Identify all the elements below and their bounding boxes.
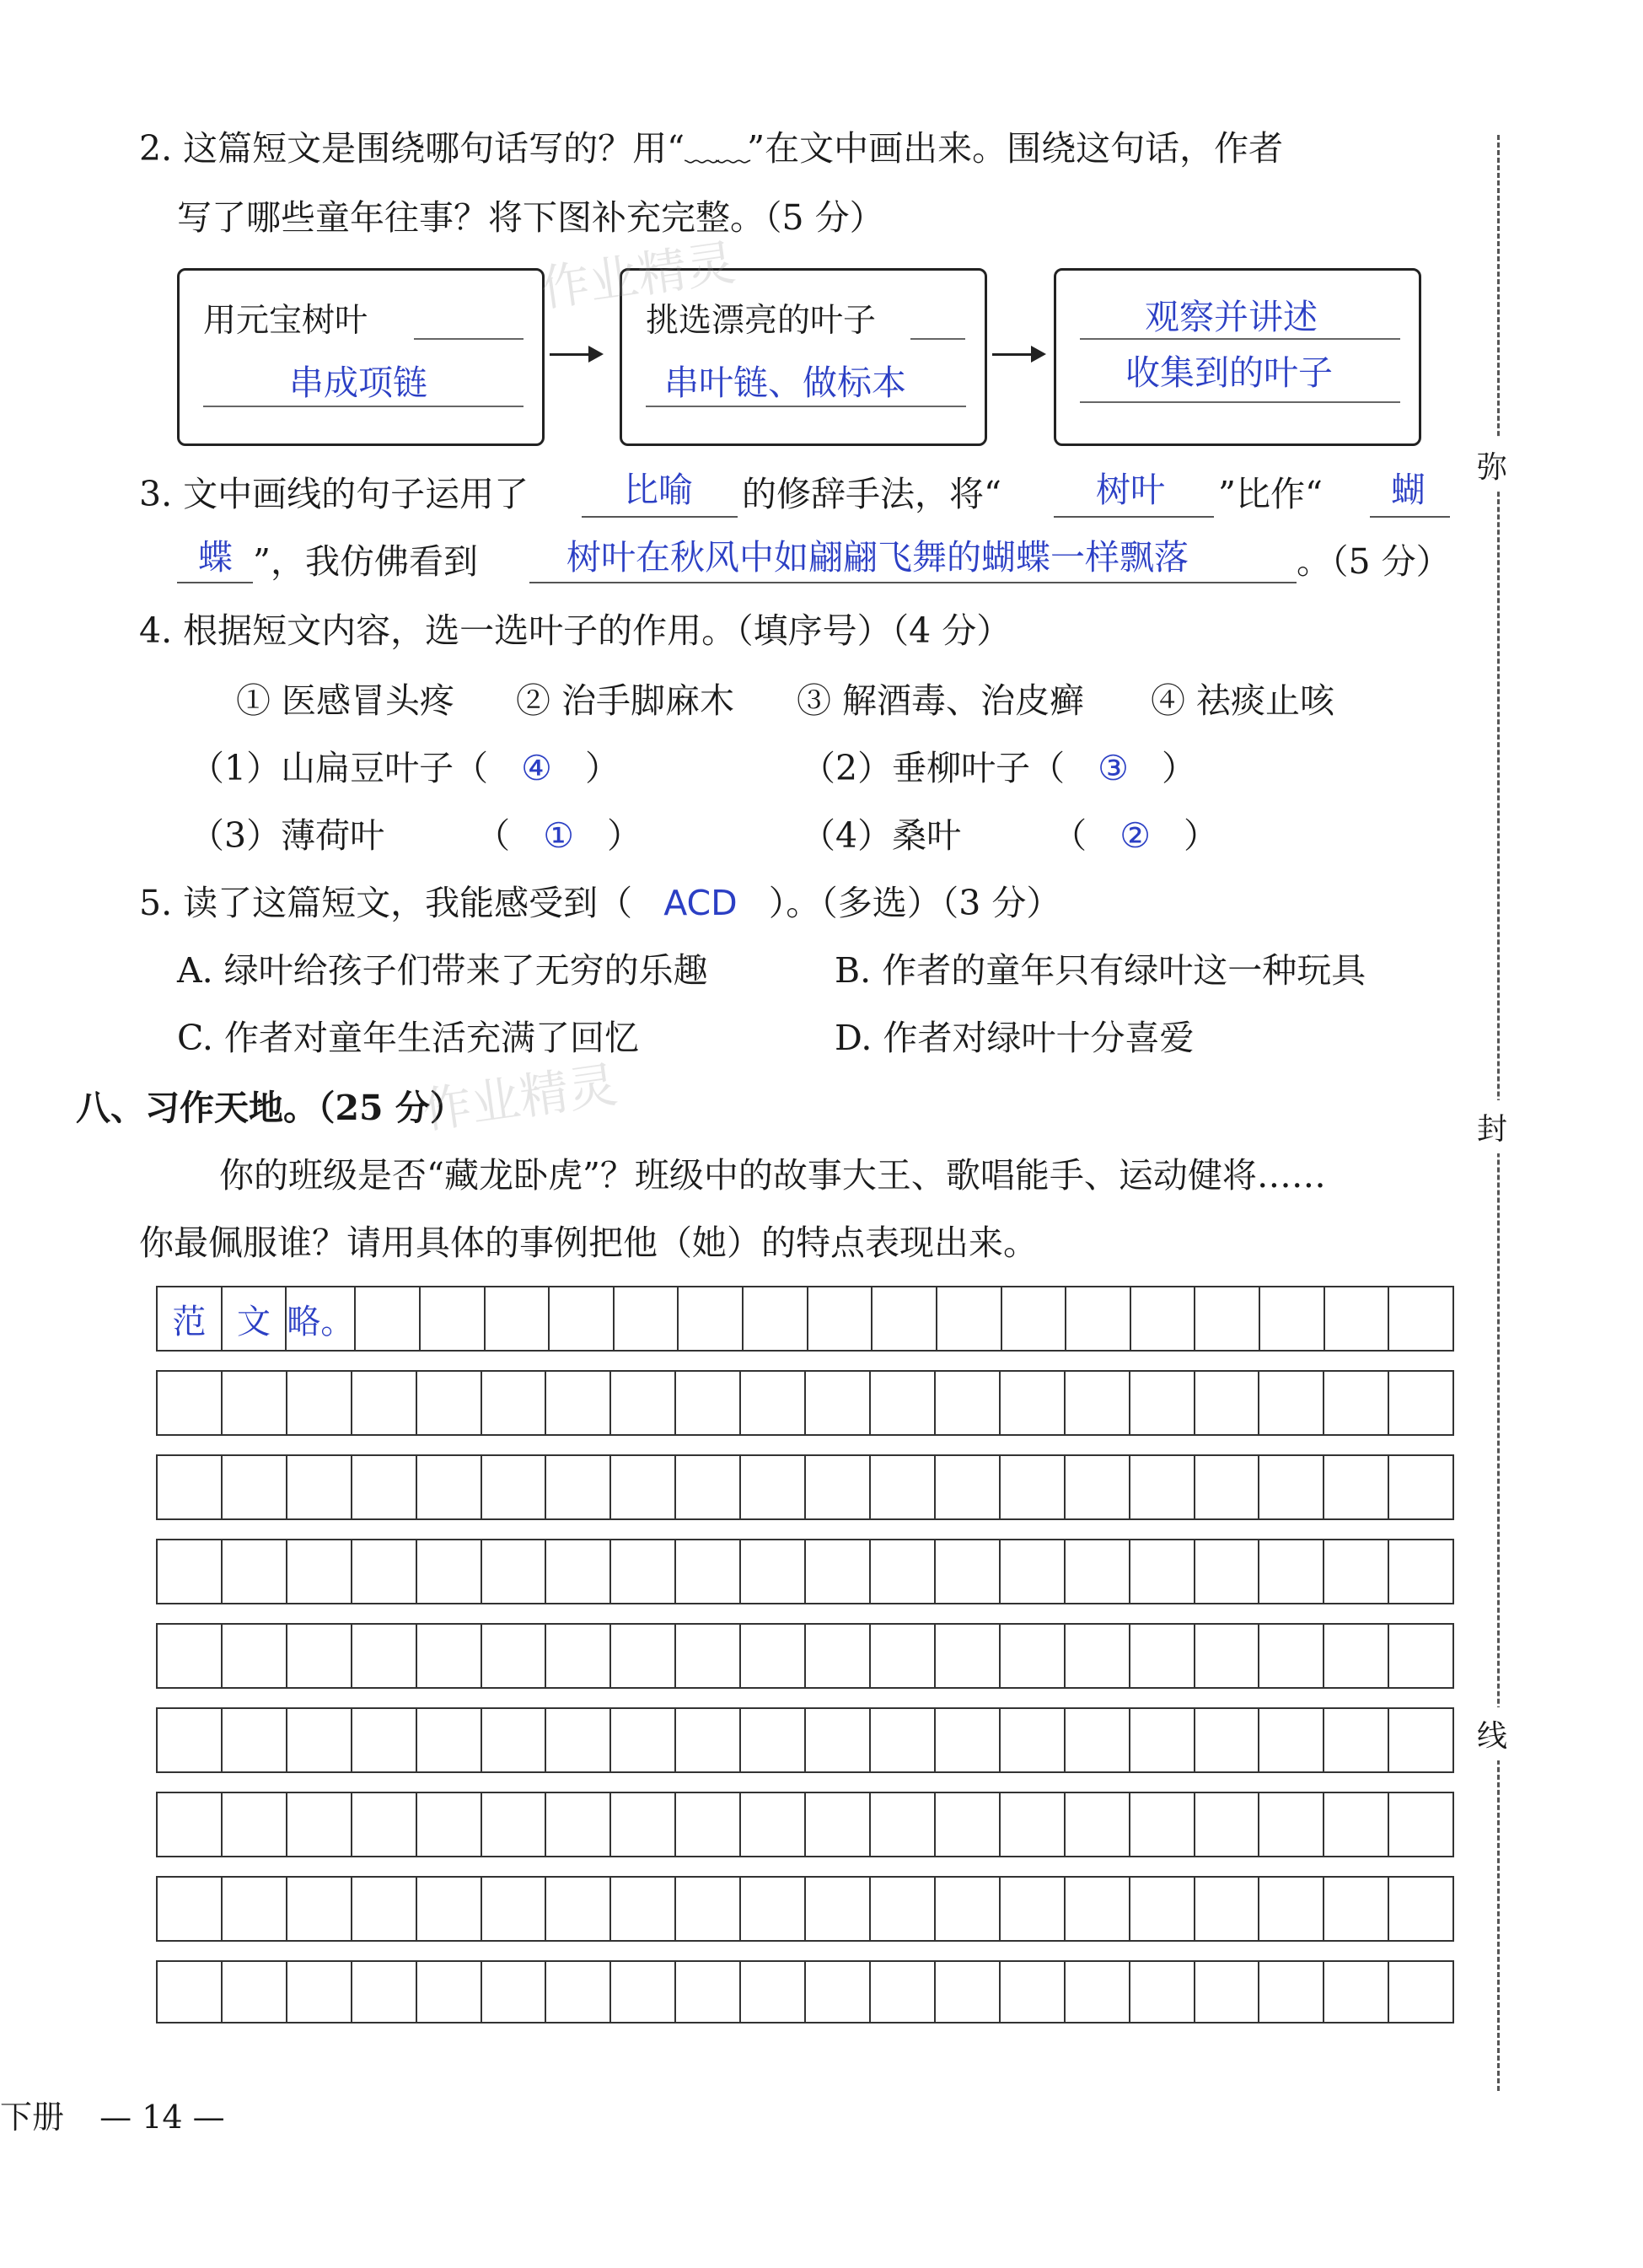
grid-cell bbox=[417, 1456, 482, 1518]
grid-cell bbox=[806, 1793, 871, 1856]
grid-cell: 范 bbox=[158, 1287, 223, 1350]
grid-cell bbox=[352, 1962, 417, 2022]
grid-cell bbox=[676, 1709, 741, 1771]
grid-cell bbox=[1389, 1793, 1452, 1856]
writing-grid-row bbox=[156, 1876, 1454, 1942]
grid-cell bbox=[1001, 1962, 1066, 2022]
grid-cell bbox=[806, 1372, 871, 1434]
grid-cell bbox=[287, 1372, 352, 1434]
grid-cell bbox=[1001, 1878, 1066, 1940]
grid-cell bbox=[1259, 1878, 1324, 1940]
grid-cell bbox=[1001, 1540, 1066, 1603]
q3-e: 。（5 分） bbox=[1297, 541, 1451, 582]
grid-cell bbox=[1130, 1372, 1195, 1434]
grid-cell bbox=[482, 1456, 547, 1518]
q5-a: 5. 读了这篇短文，我能感受到（ bbox=[139, 883, 633, 923]
q5-choice-a: A. 绿叶给孩子们带来了无穷的乐趣 bbox=[177, 950, 708, 991]
grid-cell bbox=[482, 1540, 547, 1603]
flow-box-3 bbox=[1054, 268, 1421, 446]
grid-cell bbox=[741, 1709, 806, 1771]
grid-cell bbox=[287, 1625, 352, 1687]
grid-cell bbox=[615, 1287, 679, 1350]
grid-cell bbox=[223, 1878, 287, 1940]
q4-item-3-answer: ① bbox=[543, 815, 574, 856]
footer-volume: 下册 bbox=[0, 2099, 65, 2136]
grid-cell bbox=[223, 1625, 287, 1687]
q5-b: ）。（多选）（3 分） bbox=[768, 883, 1061, 923]
grid-cell bbox=[1001, 1625, 1066, 1687]
grid-cell bbox=[741, 1878, 806, 1940]
grid-cell bbox=[1324, 1456, 1389, 1518]
grid-cell bbox=[1066, 1709, 1130, 1771]
grid-cell bbox=[806, 1540, 871, 1603]
grid-cell bbox=[871, 1372, 936, 1434]
grid-cell bbox=[1324, 1962, 1389, 2022]
grid-cell bbox=[741, 1962, 806, 2022]
answer-line bbox=[1080, 401, 1400, 403]
section-8-title: 八、习作天地。（25 分） bbox=[76, 1088, 464, 1128]
q2-line2: 写了哪些童年往事？将下图补充完整。（5 分） bbox=[177, 197, 884, 238]
arrow-right-icon bbox=[550, 353, 600, 356]
grid-cell bbox=[482, 1793, 547, 1856]
q3-d: ”，我仿佛看到 bbox=[253, 541, 478, 582]
answer-line bbox=[203, 406, 524, 407]
grid-cell bbox=[1324, 1540, 1389, 1603]
q4-item-2-close: ） bbox=[1161, 748, 1196, 788]
q4-item-2 bbox=[801, 746, 1196, 790]
grid-cell bbox=[1066, 1456, 1130, 1518]
grid-cell bbox=[806, 1878, 871, 1940]
grid-cell bbox=[158, 1962, 223, 2022]
grid-cell bbox=[482, 1878, 547, 1940]
q4-item-1-answer: ④ bbox=[521, 748, 552, 788]
grid-cell bbox=[611, 1540, 676, 1603]
q3-answer-rhetoric: 比喻 bbox=[624, 470, 693, 510]
grid-cell bbox=[223, 1962, 287, 2022]
writing-grid-row bbox=[156, 1286, 1454, 1352]
grid-cell bbox=[1130, 1962, 1195, 2022]
grid-cell bbox=[223, 1793, 287, 1856]
grid-cell bbox=[1195, 1287, 1260, 1350]
grid-cell: 略。 bbox=[287, 1287, 356, 1350]
grid-cell bbox=[1259, 1793, 1324, 1856]
grid-cell bbox=[1130, 1793, 1195, 1856]
grid-cell bbox=[808, 1287, 873, 1350]
grid-cell bbox=[486, 1287, 550, 1350]
writing-grid-row bbox=[156, 1792, 1454, 1857]
q3-answer-subject: 树叶 bbox=[1096, 470, 1165, 510]
watermark: 作业精灵 bbox=[537, 234, 739, 318]
grid-cell bbox=[287, 1709, 352, 1771]
grid-cell bbox=[871, 1878, 936, 1940]
grid-cell bbox=[871, 1540, 936, 1603]
grid-cell bbox=[1066, 1962, 1130, 2022]
grid-cell bbox=[158, 1878, 223, 1940]
section-8-prompt-2: 你最佩服谁？请用具体的事例把他（她）的特点表现出来。 bbox=[139, 1223, 1038, 1263]
grid-cell bbox=[676, 1793, 741, 1856]
answer-line bbox=[529, 582, 1297, 583]
answer-line bbox=[414, 338, 524, 340]
grid-cell bbox=[352, 1372, 417, 1434]
grid-cell bbox=[1324, 1709, 1389, 1771]
grid-cell bbox=[421, 1287, 486, 1350]
grid-cell bbox=[1001, 1372, 1066, 1434]
q4-item-4-open: （ bbox=[1052, 815, 1087, 856]
grid-cell bbox=[287, 1793, 352, 1856]
grid-cell bbox=[352, 1709, 417, 1771]
grid-cell bbox=[611, 1625, 676, 1687]
grid-cell bbox=[1324, 1372, 1389, 1434]
grid-cell bbox=[936, 1625, 1001, 1687]
grid-cell bbox=[676, 1456, 741, 1518]
grid-cell bbox=[611, 1962, 676, 2022]
grid-cell bbox=[741, 1456, 806, 1518]
grid-cell bbox=[417, 1625, 482, 1687]
grid-cell bbox=[417, 1793, 482, 1856]
writing-grid-row bbox=[156, 1454, 1454, 1520]
grid-cell bbox=[417, 1709, 482, 1771]
grid-cell bbox=[158, 1709, 223, 1771]
grid-cell bbox=[679, 1287, 744, 1350]
wavy-mark: ﹏﹏ bbox=[685, 128, 748, 169]
grid-cell bbox=[546, 1540, 611, 1603]
grid-cell bbox=[936, 1962, 1001, 2022]
q4-item-3-close: ） bbox=[607, 815, 642, 856]
grid-cell bbox=[1324, 1625, 1389, 1687]
q4-item-2-answer: ③ bbox=[1098, 748, 1129, 788]
grid-cell: 文 bbox=[223, 1287, 287, 1350]
grid-cell bbox=[741, 1540, 806, 1603]
grid-cell bbox=[352, 1625, 417, 1687]
grid-cell bbox=[1131, 1287, 1196, 1350]
grid-cell bbox=[287, 1456, 352, 1518]
writing-grid-row bbox=[156, 1960, 1454, 2023]
flow-box-1 bbox=[177, 268, 545, 446]
writing-grid-row bbox=[156, 1539, 1454, 1604]
answer-line bbox=[1370, 516, 1450, 518]
grid-cell bbox=[1389, 1962, 1452, 2022]
arrow-right-icon bbox=[992, 353, 1043, 356]
grid-cell bbox=[1389, 1372, 1452, 1434]
q4-item-1 bbox=[190, 746, 620, 790]
grid-cell bbox=[482, 1709, 547, 1771]
grid-cell bbox=[1195, 1372, 1260, 1434]
grid-cell bbox=[1066, 1287, 1131, 1350]
grid-cell bbox=[546, 1793, 611, 1856]
grid-cell bbox=[611, 1456, 676, 1518]
answer-line bbox=[582, 516, 738, 518]
grid-cell bbox=[936, 1456, 1001, 1518]
grid-cell bbox=[417, 1962, 482, 2022]
grid-cell bbox=[1259, 1372, 1324, 1434]
grid-cell bbox=[936, 1372, 1001, 1434]
q2-line1 bbox=[139, 126, 1283, 170]
grid-cell bbox=[546, 1962, 611, 2022]
grid-cell bbox=[352, 1878, 417, 1940]
grid-cell bbox=[806, 1962, 871, 2022]
grid-cell bbox=[1195, 1793, 1260, 1856]
grid-cell bbox=[611, 1372, 676, 1434]
grid-cell bbox=[1002, 1287, 1067, 1350]
grid-cell bbox=[937, 1287, 1002, 1350]
grid-cell bbox=[1066, 1878, 1130, 1940]
grid-cell bbox=[1389, 1456, 1452, 1518]
grid-cell bbox=[1001, 1793, 1066, 1856]
grid-cell bbox=[1259, 1540, 1324, 1603]
grid-cell bbox=[1066, 1540, 1130, 1603]
answer-line bbox=[1054, 516, 1214, 518]
q4-item-3-label: （3）薄荷叶 bbox=[190, 815, 385, 856]
grid-cell bbox=[223, 1456, 287, 1518]
grid-cell bbox=[1259, 1962, 1324, 2022]
grid-cell bbox=[936, 1793, 1001, 1856]
q4-item-3 bbox=[190, 814, 642, 857]
q4-item-3-open: （ bbox=[475, 815, 511, 856]
grid-cell bbox=[1130, 1625, 1195, 1687]
grid-cell bbox=[1195, 1540, 1260, 1603]
q4-item-1-close: ） bbox=[584, 748, 620, 788]
answer-line bbox=[1080, 338, 1400, 340]
grid-cell bbox=[287, 1540, 352, 1603]
grid-cell bbox=[611, 1793, 676, 1856]
grid-cell bbox=[1066, 1372, 1130, 1434]
grid-cell bbox=[158, 1540, 223, 1603]
section-8-prompt-1: 你的班级是否“藏龙卧虎”？班级中的故事大王、歌唱能手、运动健将…… bbox=[219, 1155, 1326, 1196]
flow-box-1-answer: 串成项链 bbox=[289, 363, 427, 403]
grid-cell bbox=[741, 1625, 806, 1687]
grid-cell bbox=[1195, 1456, 1260, 1518]
footer bbox=[0, 2095, 225, 2139]
grid-cell bbox=[1066, 1625, 1130, 1687]
grid-cell bbox=[676, 1962, 741, 2022]
grid-cell bbox=[676, 1372, 741, 1434]
grid-cell bbox=[871, 1709, 936, 1771]
grid-cell bbox=[356, 1287, 421, 1350]
grid-cell bbox=[744, 1287, 808, 1350]
grid-cell bbox=[550, 1287, 615, 1350]
seal-char-1: 弥 bbox=[1477, 438, 1507, 492]
grid-cell bbox=[741, 1793, 806, 1856]
q5-answer: ACD bbox=[663, 883, 738, 923]
grid-cell bbox=[352, 1456, 417, 1518]
grid-cell bbox=[546, 1372, 611, 1434]
q4-item-4-close: ） bbox=[1184, 815, 1218, 856]
grid-cell bbox=[223, 1709, 287, 1771]
answer-line bbox=[646, 406, 966, 407]
grid-cell bbox=[611, 1709, 676, 1771]
grid-cell bbox=[158, 1372, 223, 1434]
q4-item-2-label: （2）垂柳叶子（ bbox=[801, 748, 1066, 788]
q4-option-4: ④ 祛痰止咳 bbox=[1151, 680, 1335, 721]
seal-char-3: 线 bbox=[1477, 1707, 1507, 1760]
q4-item-4-label: （4）桑叶 bbox=[801, 815, 962, 856]
grid-cell bbox=[676, 1540, 741, 1603]
grid-cell bbox=[806, 1456, 871, 1518]
grid-cell bbox=[1001, 1709, 1066, 1771]
grid-cell bbox=[546, 1709, 611, 1771]
q4-item-1-label: （1）山扁豆叶子（ bbox=[190, 748, 489, 788]
answer-line bbox=[177, 582, 253, 583]
grid-cell bbox=[1324, 1878, 1389, 1940]
grid-cell bbox=[1195, 1962, 1260, 2022]
q4-item-4-answer: ② bbox=[1119, 815, 1151, 856]
grid-cell bbox=[546, 1625, 611, 1687]
grid-cell bbox=[1130, 1456, 1195, 1518]
grid-cell bbox=[482, 1625, 547, 1687]
grid-cell bbox=[417, 1372, 482, 1434]
q5-choice-b: B. 作者的童年只有绿叶这一种玩具 bbox=[835, 950, 1366, 991]
grid-cell bbox=[1259, 1456, 1324, 1518]
q3-b: 的修辞手法，将“ bbox=[742, 474, 1001, 514]
grid-cell bbox=[676, 1625, 741, 1687]
q4-item-4 bbox=[801, 814, 1218, 857]
grid-cell bbox=[1195, 1625, 1260, 1687]
grid-cell bbox=[223, 1540, 287, 1603]
grid-cell bbox=[1130, 1540, 1195, 1603]
grid-cell bbox=[1389, 1540, 1452, 1603]
grid-cell bbox=[1389, 1287, 1452, 1350]
flow-box-2-answer: 串叶链、做标本 bbox=[664, 363, 906, 403]
grid-cell bbox=[546, 1456, 611, 1518]
grid-cell bbox=[352, 1540, 417, 1603]
q2-line1-a: 2. 这篇短文是围绕哪句话写的？用“ bbox=[139, 128, 685, 169]
flow-box-2-prefix: 挑选漂亮的叶子 bbox=[646, 302, 877, 340]
grid-cell bbox=[1324, 1793, 1389, 1856]
grid-cell bbox=[1259, 1625, 1324, 1687]
q3-answer-object-2: 蝶 bbox=[198, 537, 233, 578]
q2-line1-b: ”在文中画出来。围绕这句话，作者 bbox=[747, 128, 1284, 169]
grid-cell bbox=[1195, 1878, 1260, 1940]
grid-cell bbox=[417, 1540, 482, 1603]
writing-grid-row bbox=[156, 1623, 1454, 1689]
grid-cell bbox=[287, 1962, 352, 2022]
seal-char-2: 封 bbox=[1477, 1100, 1507, 1153]
grid-cell bbox=[873, 1287, 937, 1350]
q5-choice-d: D. 作者对绿叶十分喜爱 bbox=[835, 1018, 1195, 1058]
grid-cell bbox=[1130, 1878, 1195, 1940]
grid-cell bbox=[546, 1878, 611, 1940]
watermark: 作业精灵 bbox=[419, 1056, 621, 1140]
grid-cell bbox=[1389, 1709, 1452, 1771]
grid-cell bbox=[1259, 1709, 1324, 1771]
flow-box-3-answer-2: 收集到的叶子 bbox=[1125, 352, 1333, 393]
grid-cell bbox=[936, 1540, 1001, 1603]
q3-a: 3. 文中画线的句子运用了 bbox=[139, 474, 529, 514]
q4-option-1: ① 医感冒头疼 bbox=[236, 680, 455, 721]
answer-line bbox=[910, 338, 965, 340]
grid-cell bbox=[1195, 1709, 1260, 1771]
q4-title: 4. 根据短文内容，选一选叶子的作用。（填序号）（4 分） bbox=[139, 610, 1012, 651]
q4-option-3: ③ 解酒毒、治皮癣 bbox=[797, 680, 1085, 721]
footer-page: — 14 — bbox=[99, 2099, 225, 2136]
writing-grid-row bbox=[156, 1370, 1454, 1436]
flow-box-3-answer-1: 观察并讲述 bbox=[1145, 297, 1318, 337]
grid-cell bbox=[741, 1372, 806, 1434]
q3-c: ”比作“ bbox=[1218, 474, 1323, 514]
grid-cell bbox=[611, 1878, 676, 1940]
q4-option-2: ② 治手脚麻木 bbox=[516, 680, 735, 721]
grid-cell bbox=[871, 1456, 936, 1518]
grid-cell bbox=[352, 1793, 417, 1856]
grid-cell bbox=[871, 1625, 936, 1687]
grid-cell bbox=[223, 1372, 287, 1434]
grid-cell bbox=[1130, 1709, 1195, 1771]
grid-cell bbox=[676, 1878, 741, 1940]
grid-cell bbox=[482, 1962, 547, 2022]
grid-cell bbox=[871, 1962, 936, 2022]
grid-cell bbox=[806, 1625, 871, 1687]
grid-cell bbox=[1389, 1878, 1452, 1940]
grid-cell bbox=[871, 1793, 936, 1856]
grid-cell bbox=[936, 1878, 1001, 1940]
grid-cell bbox=[158, 1456, 223, 1518]
grid-cell bbox=[287, 1878, 352, 1940]
grid-cell bbox=[936, 1709, 1001, 1771]
grid-cell bbox=[417, 1878, 482, 1940]
grid-cell bbox=[1389, 1625, 1452, 1687]
q3-answer-object-1: 蝴 bbox=[1391, 470, 1426, 510]
grid-cell bbox=[806, 1709, 871, 1771]
grid-cell bbox=[158, 1625, 223, 1687]
grid-cell bbox=[1260, 1287, 1325, 1350]
writing-grid-row bbox=[156, 1707, 1454, 1773]
q3-answer-image: 树叶在秋风中如翩翩飞舞的蝴蝶一样飘落 bbox=[566, 537, 1189, 578]
q5-line bbox=[139, 881, 1060, 925]
q5-choice-c: C. 作者对童年生活充满了回忆 bbox=[177, 1018, 639, 1058]
grid-cell bbox=[1001, 1456, 1066, 1518]
grid-cell bbox=[1066, 1793, 1130, 1856]
flow-box-1-prefix: 用元宝树叶 bbox=[203, 302, 368, 340]
grid-cell bbox=[482, 1372, 547, 1434]
grid-cell bbox=[1325, 1287, 1390, 1350]
grid-cell bbox=[158, 1793, 223, 1856]
